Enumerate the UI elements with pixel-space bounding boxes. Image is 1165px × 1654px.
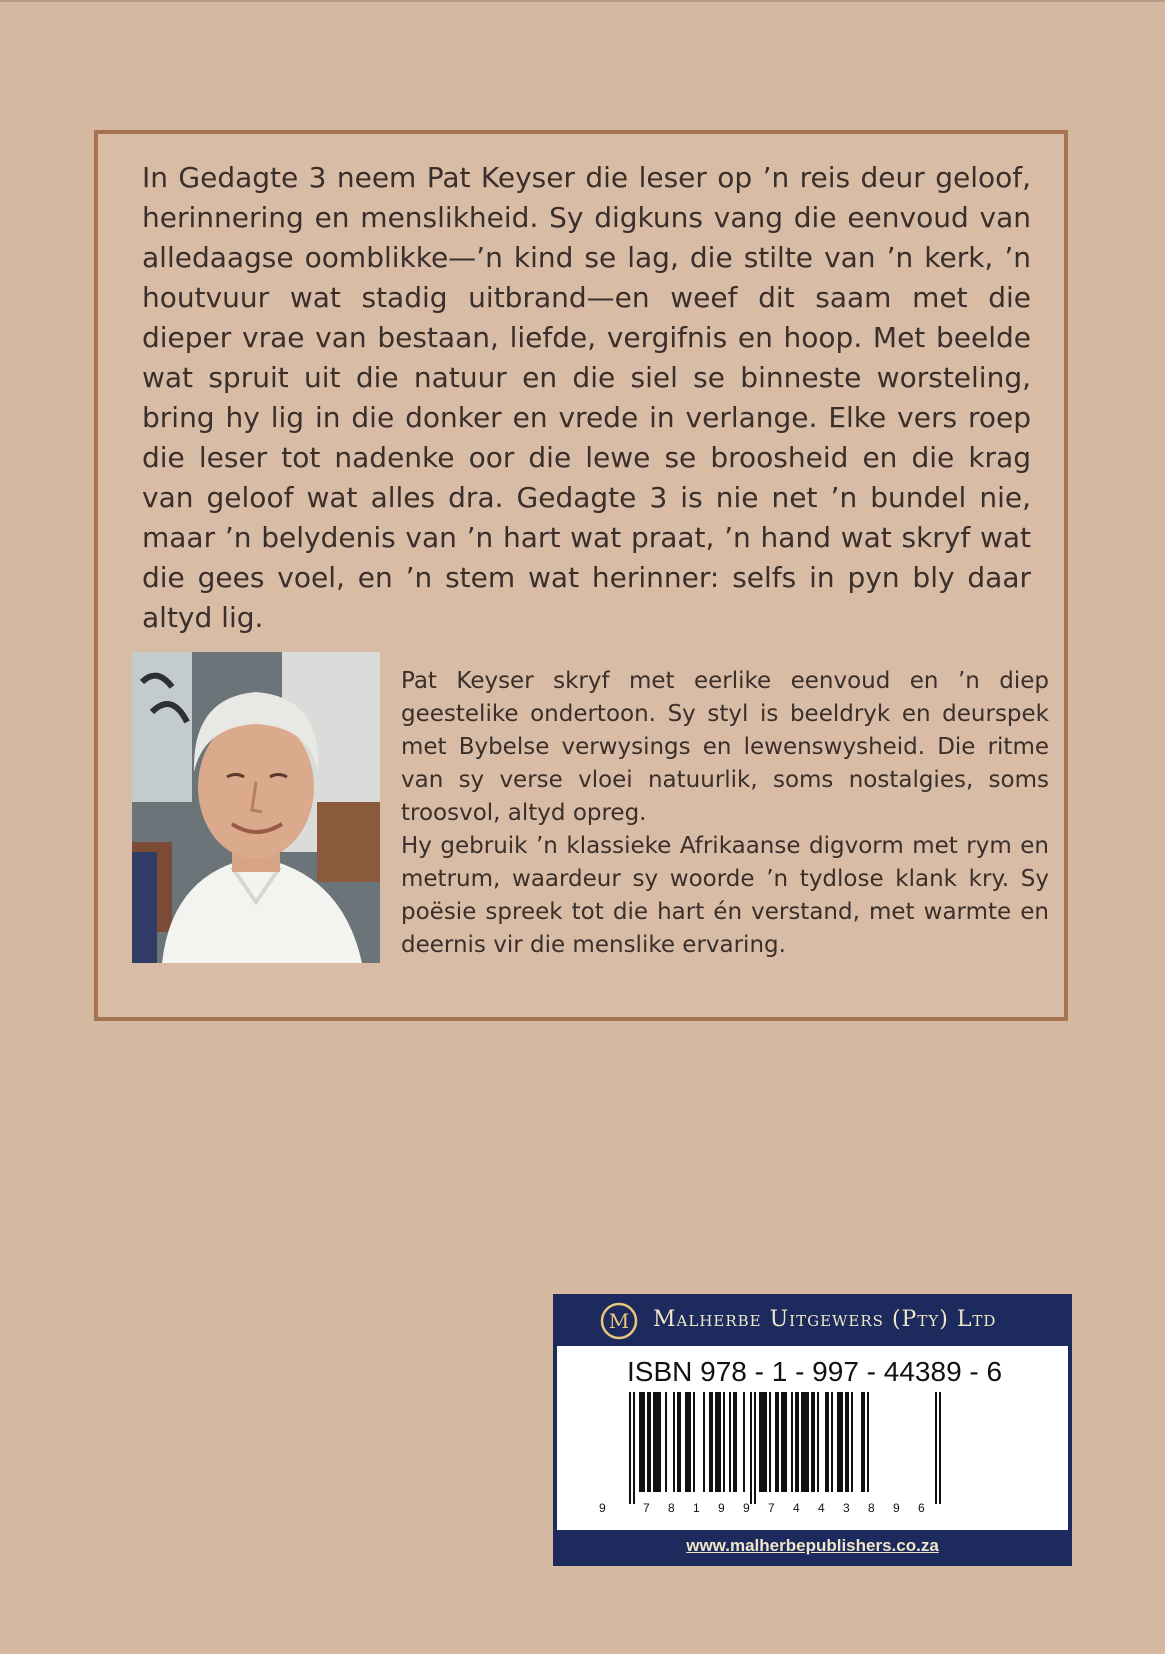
barcode-panel [557,1346,1068,1530]
barcode-digit: 7 [768,1501,775,1515]
barcode-digit: 3 [843,1501,850,1515]
publisher-website-link[interactable]: www.malherbepublishers.co.za [686,1536,939,1555]
barcode-digit: 8 [868,1501,875,1515]
publisher-name: Malherbe Uitgewers (Pty) Ltd [653,1307,997,1332]
barcode-bar [845,1392,849,1492]
barcode-bar [781,1392,787,1492]
barcode-bar [795,1392,799,1492]
barcode-digit: 1 [693,1501,700,1515]
barcode-bar [653,1392,661,1492]
barcode-bar [837,1392,843,1492]
barcode-digit: 9 [743,1501,750,1515]
barcode-guard-bar [754,1392,756,1504]
barcode-bar [709,1392,713,1492]
back-cover-blurb: In Gedagte 3 neem Pat Keyser die leser op ’n reis deur geloof, herinnering en menslikheid. Sy digkuns vang die eenvoud van alledaagse oomblikke—’n kind se lag, die stilte van ’n kerk, ’n houtvuur wat stadig uitbrand—en weef dit saam met die dieper vrae van bestaan, liefde, vergifnis en hoop. Met beelde wat spruit uit die natuur en die siel se binneste worsteling, bring hy lig in die donker en vrede in verlange. Elke vers roep die leser tot nadenke oor die lewe se broosheid en die krag van geloof wat alles dra. Gedagte 3 is nie net ’n bundel nie, maar ’n belydenis van ’n hart wat praat, ’n hand wat skryf wat die gees voel, en ’n stem wat herinner: selfs in pyn bly daar altyd lig. [142,161,1031,634]
barcode-bar [733,1392,737,1492]
barcode-digit: 6 [918,1501,925,1515]
barcode-bar [851,1392,853,1492]
barcode-bar [647,1392,651,1492]
publisher-logo-icon [600,1302,638,1340]
barcode-bar [729,1392,731,1492]
barcode-bar [801,1392,809,1492]
author-bio [401,665,1049,962]
top-edge-line [0,0,1165,2]
barcode-bar [703,1392,705,1492]
barcode-bar [831,1392,833,1492]
barcode-digit: 9 [718,1501,725,1515]
barcode-bar [665,1392,667,1492]
barcode-bar [723,1392,725,1492]
barcode-digit: 7 [643,1501,650,1515]
publisher-logo-letter: M [608,1309,630,1333]
barcode-bar [685,1392,691,1492]
author-photo [132,652,380,963]
barcode-bar [775,1392,779,1492]
barcode-guard-bar [939,1392,941,1504]
barcode-bar [811,1392,815,1492]
barcode-digit: 8 [668,1501,675,1515]
barcode-bar [759,1392,767,1492]
barcode-bar [677,1392,681,1492]
barcode-bar [861,1392,865,1492]
barcode-bar [769,1392,771,1492]
barcode-guard-bar [935,1392,937,1504]
barcode-bar [639,1392,645,1492]
author-bio-paragraph-2: Hy gebruik ’n klassieke Afrikaanse digvorm met rym en metrum, waardeur sy woorde ’n tydlose klank kry. Sy poësie spreek tot die hart én verstand, met warmte en deernis vir die menslike ervaring. [401,833,1049,958]
barcode-bar [673,1392,675,1492]
barcode-image [591,1386,971,1521]
barcode-digit: 4 [793,1501,800,1515]
barcode-bar [867,1392,869,1492]
barcode-bar [825,1392,829,1492]
barcode-bar [743,1392,745,1492]
barcode-guard-bar [750,1392,752,1504]
barcode-bar [715,1392,721,1492]
barcode-guard-bar [633,1392,635,1504]
publisher-header [553,1294,1072,1346]
publisher-barcode-box [553,1294,1072,1566]
barcode-bar [693,1392,695,1492]
barcode-guard-bar [629,1392,631,1504]
isbn-label: ISBN 978 - 1 - 997 - 44389 - 6 [627,1356,1003,1387]
barcode-digit: 9 [599,1501,606,1515]
barcode-digit: 4 [818,1501,825,1515]
barcode-digit: 9 [893,1501,900,1515]
barcode-bar [791,1392,793,1492]
barcode-bar [817,1392,819,1492]
author-bio-paragraph-1: Pat Keyser skryf met eerlike eenvoud en ’n diep geestelike ondertoon. Sy styl is beeldryk en deurspek met Bybelse verwysings en lewenswysheid. Die ritme van sy verse vloei natuurlik, soms nostalgies, soms troosvol, altyd opreg. [401,668,1049,826]
author-portrait-image [132,652,380,963]
